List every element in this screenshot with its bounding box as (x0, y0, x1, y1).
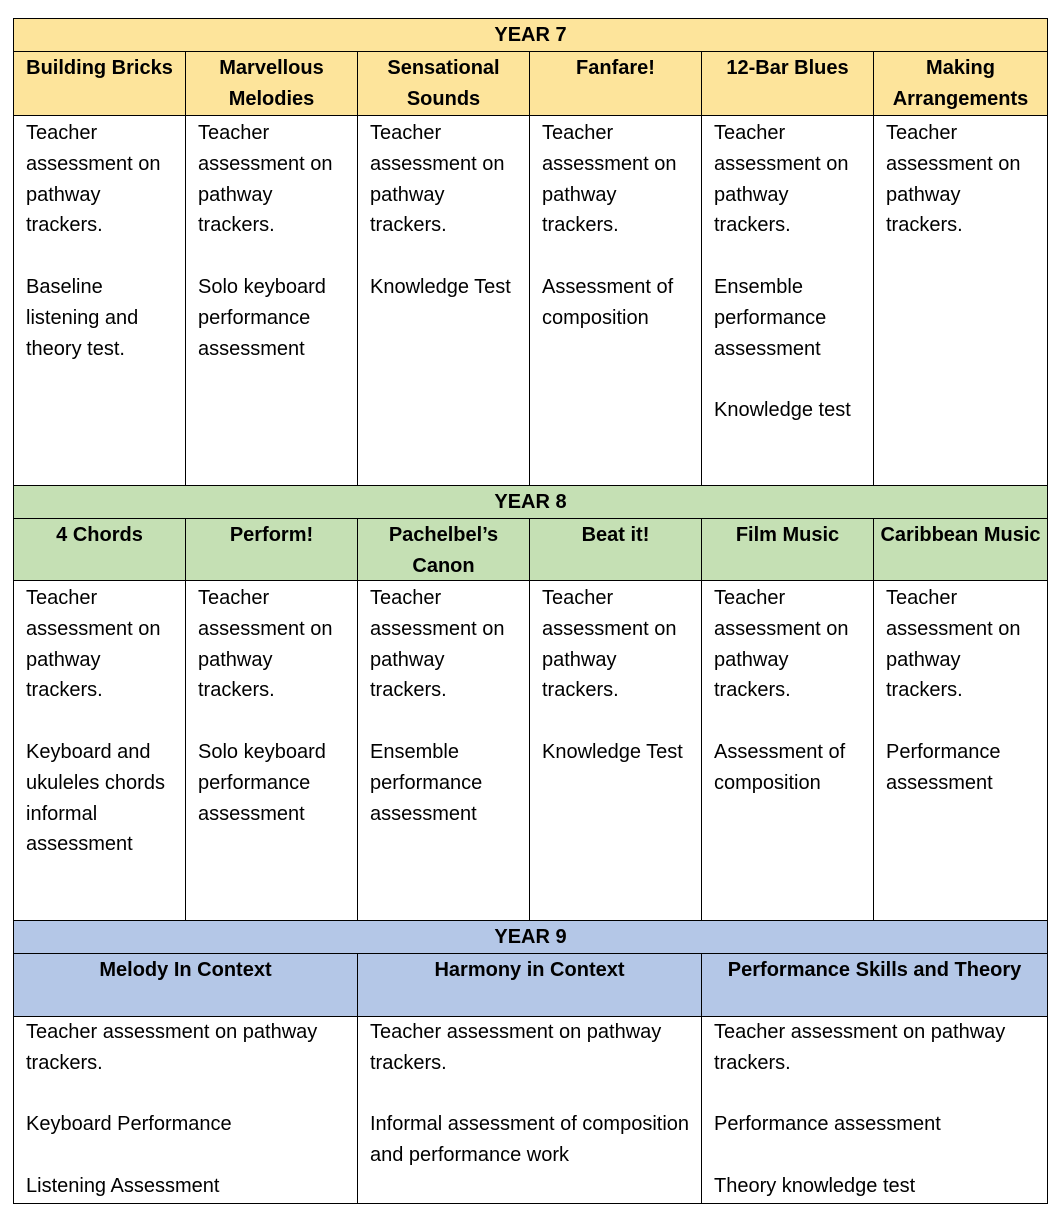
year7-header-2: Marvellous Melodies (186, 52, 358, 116)
year8-header-2: Perform! (186, 519, 358, 581)
year9-title: YEAR 9 (14, 921, 1048, 954)
year7-header-3: Sensational Sounds (358, 52, 530, 116)
year8-cell-2: Teacher assessment on pathway trackers. Solo keyboard performance assessment (186, 581, 358, 921)
year8-header-5: Film Music (702, 519, 874, 581)
year7-cell-4: Teacher assessment on pathway trackers. Assessment of composition (530, 116, 702, 486)
year9-cell-3: Teacher assessment on pathway trackers. Performance assessment Theory knowledge test (702, 1017, 1048, 1204)
year9-header-3: Performance Skills and Theory (702, 954, 1048, 1017)
year8-header-1: 4 Chords (14, 519, 186, 581)
year7-cell-2: Teacher assessment on pathway trackers. Solo keyboard performance assessment (186, 116, 358, 486)
year8-cell-6: Teacher assessment on pathway trackers. Performance assessment (874, 581, 1048, 921)
year7-cell-1: Teacher assessment on pathway trackers. Baseline listening and theory test. (14, 116, 186, 486)
year7-header-4: Fanfare! (530, 52, 702, 116)
year8-header-6: Caribbean Music (874, 519, 1048, 581)
year7-header-5: 12-Bar Blues (702, 52, 874, 116)
year7-header-6: Making Arrangements (874, 52, 1048, 116)
year9-header-1: Melody In Context (14, 954, 358, 1017)
year8-cell-1: Teacher assessment on pathway trackers. Keyboard and ukuleles chords informal assessment (14, 581, 186, 921)
year9-header-2: Harmony in Context (358, 954, 702, 1017)
year8-cell-5: Teacher assessment on pathway trackers. Assessment of composition (702, 581, 874, 921)
year8-header-3: Pachelbel’s Canon (358, 519, 530, 581)
year8-cell-3: Teacher assessment on pathway trackers. Ensemble performance assessment (358, 581, 530, 921)
year9-cell-1: Teacher assessment on pathway trackers. Keyboard Performance Listening Assessment (14, 1017, 358, 1204)
year7-cell-6: Teacher assessment on pathway trackers. (874, 116, 1048, 486)
year9-cell-2: Teacher assessment on pathway trackers. Informal assessment of composition and performance work (358, 1017, 702, 1204)
year7-title: YEAR 7 (14, 19, 1048, 52)
year7-cell-5: Teacher assessment on pathway trackers. Ensemble performance assessment Knowledge test (702, 116, 874, 486)
year8-cell-4: Teacher assessment on pathway trackers. Knowledge Test (530, 581, 702, 921)
year8-title: YEAR 8 (14, 486, 1048, 519)
year8-header-4: Beat it! (530, 519, 702, 581)
assessment-table (13, 18, 1048, 1204)
year7-cell-3: Teacher assessment on pathway trackers. Knowledge Test (358, 116, 530, 486)
year7-header-1: Building Bricks (14, 52, 186, 116)
